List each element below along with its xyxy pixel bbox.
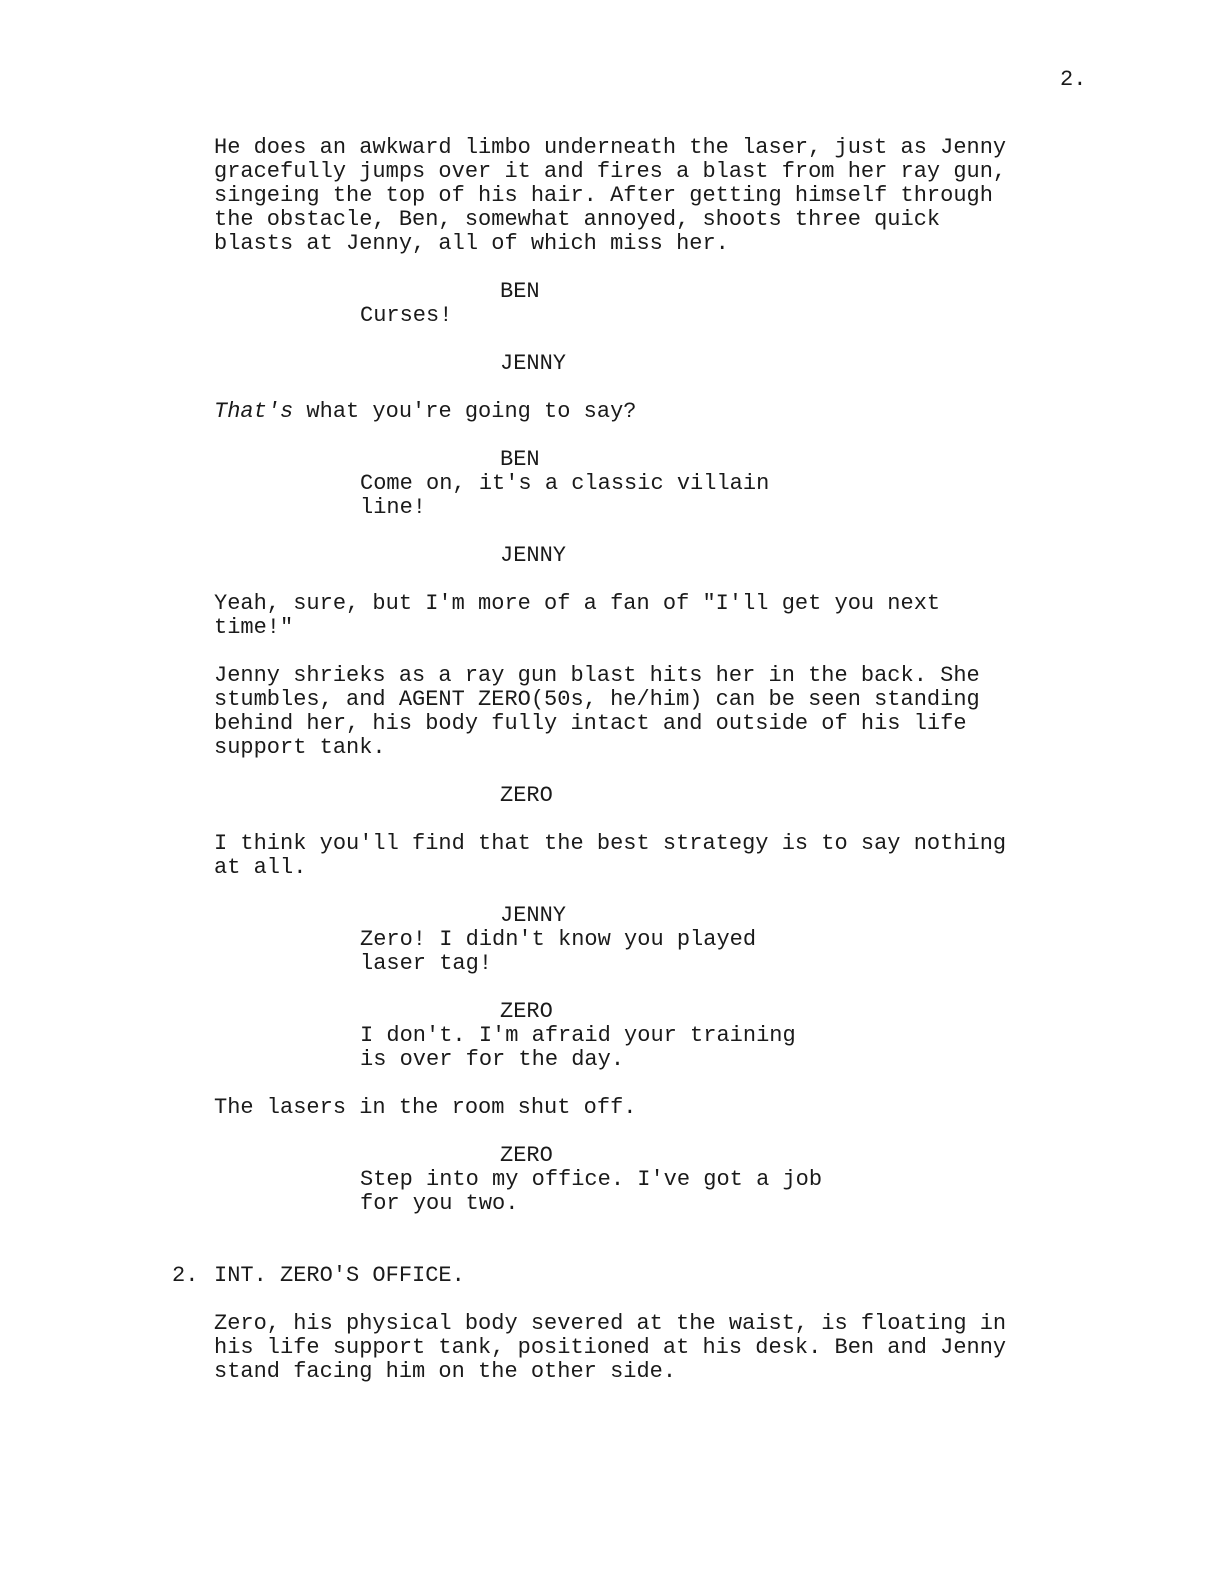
italic-emphasis: That's <box>214 399 294 424</box>
action-line: I think you'll find that the best strategy is to say nothing <box>214 831 1007 856</box>
dialogue-line: Step into my office. I've got a job <box>360 1167 823 1192</box>
character-cue: ZERO <box>500 1143 553 1168</box>
action-line: Zero, his physical body severed at the waist, is floating in <box>214 1311 1007 1336</box>
action-line: stumbles, and AGENT ZERO(50s, he/him) can be seen standing <box>214 687 980 712</box>
character-cue: JENNY <box>500 351 567 376</box>
action-line: gracefully jumps over it and fires a blast from her ray gun, <box>214 159 1007 184</box>
action-line: behind her, his body fully intact and outside of his life <box>214 711 967 736</box>
action-line <box>214 400 636 424</box>
action-line: blasts at Jenny, all of which miss her. <box>214 231 729 256</box>
action-line: his life support tank, positioned at his desk. Ben and Jenny <box>214 1335 1007 1360</box>
character-cue: BEN <box>500 279 540 304</box>
scene-heading: INT. ZERO'S OFFICE. <box>214 1263 465 1288</box>
action-line: time!" <box>214 615 294 640</box>
action-line: He does an awkward limbo underneath the laser, just as Jenny <box>214 135 1007 160</box>
action-line: stand facing him on the other side. <box>214 1359 677 1384</box>
dialogue-line: Come on, it's a classic villain <box>360 471 770 496</box>
character-cue: JENNY <box>500 543 567 568</box>
character-cue: BEN <box>500 447 540 472</box>
dialogue-line: is over for the day. <box>360 1047 625 1072</box>
action-line: the obstacle, Ben, somewhat annoyed, shoots three quick <box>214 207 941 232</box>
dialogue-line: Zero! I didn't know you played <box>360 927 757 952</box>
action-line: Jenny shrieks as a ray gun blast hits her in the back. She <box>214 663 980 688</box>
character-cue: ZERO <box>500 999 553 1024</box>
dialogue-line: I don't. I'm afraid your training <box>360 1023 796 1048</box>
dialogue-line: line! <box>360 495 427 520</box>
page-number: 2. <box>1060 67 1087 92</box>
action-line: singeing the top of his hair. After getting himself through <box>214 183 993 208</box>
action-line: support tank. <box>214 735 386 760</box>
dialogue-line: laser tag! <box>360 951 493 976</box>
character-cue: JENNY <box>500 903 567 928</box>
character-cue: ZERO <box>500 783 553 808</box>
action-line: The lasers in the room shut off. <box>214 1095 637 1120</box>
scene-number: 2. <box>172 1263 199 1288</box>
dialogue-line: Curses! <box>360 303 453 328</box>
action-text: what you're going to say? <box>293 399 637 424</box>
action-line: Yeah, sure, but I'm more of a fan of "I'll get you next <box>214 591 941 616</box>
dialogue-line: for you two. <box>360 1191 519 1216</box>
action-line: at all. <box>214 855 307 880</box>
